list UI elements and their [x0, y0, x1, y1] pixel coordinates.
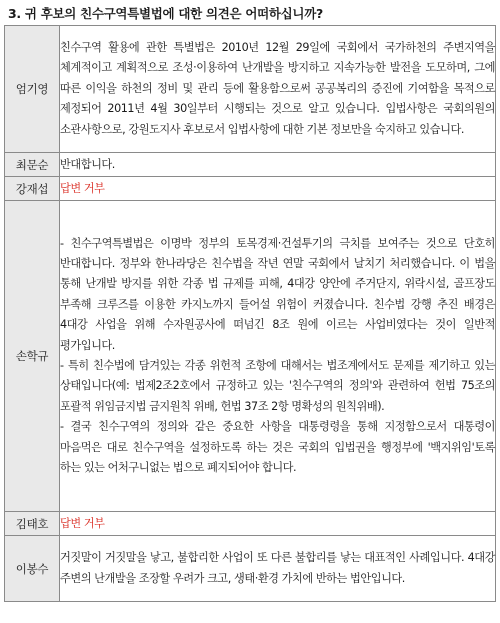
- refused-answer: 답변 거부: [60, 516, 105, 530]
- candidate-name: 최문순: [5, 153, 60, 177]
- table-row: [5, 177, 496, 201]
- answer-paragraph: - 결국 친수구역의 정의와 같은 중요한 사항을 대통령령을 통해 지정함으로서 대통령이 마음먹은 대로 친수구역을 설정하도록 하는 것은 국회의 입법권을 행정부에 '백지위임'토록 하는 있는 어처구니없는 법으로 폐지되어야 합니다.: [60, 420, 495, 475]
- table-row: [5, 153, 496, 177]
- candidate-name: 손학규: [5, 201, 60, 512]
- answer-paragraph: - 특히 친수법에 담겨있는 각종 위헌적 조항에 대해서는 법조계에서도 문제를 제기하고 있는 상태입니다(예: 법제2조2호에서 규정하고 있는 '친수구역의 정의'와 관련하여 헌법 75조의 포괄적 위임금지법 금지원칙 위배, 헌법 37조 2항 명확성의 원칙위배).: [60, 359, 495, 413]
- answer-paragraph: 반대합니다.: [60, 157, 115, 171]
- table-row: [5, 201, 496, 512]
- answer-cell: [60, 201, 496, 512]
- answer-paragraph: - 친수구역특별법은 이명박 정부의 토목경제·건설투기의 극치를 보여주는 것으로 단호히 반대합니다. 정부와 한나라당은 친수법을 작년 연말 국회에서 날치기 처리했습니다. 이 법을 통해 난개발 방지를 위한 각종 법 규제를 피해, 4대강 양안에 주거단지, 위락시설, 골프장도 부족해 크루즈를 이용한 카지노까지 들어설 위험이 커졌습니다. 친수법 강행 추진 배경은 4대강 사업을 위해 수자원공사에 떠넘긴 8조 원에 이르는 사업비였다는 것이 일반적 평가입니다.: [60, 236, 495, 352]
- answer-cell: [60, 536, 496, 602]
- answer-paragraph: 친수구역 활용에 관한 특별법은 2010년 12월 29일에 국회에서 국가하천의 주변지역을 체계적이고 계획적으로 조성·이용하여 난개발을 방지하고 지속가능한 발전을 도모하며, 그에 따른 이익을 하천의 정비 및 관리 등에 활용함으로써 공공복리의 증진에 기여함을 목적으로 제정되어 2011년 4월 30일부터 시행되는 것으로 알고 있습니다. 입법사항은 국회의원의 소관사항으로, 강원도지사 후보로서 입법사항에 대한 기본 정보만을 숙지하고 있습니다.: [60, 40, 495, 136]
- table-row: [5, 26, 496, 153]
- candidate-name: 김태호: [5, 512, 60, 536]
- answer-cell: [60, 512, 496, 536]
- answer-paragraph: 거짓말이 거짓말을 낳고, 불합리한 사업이 또 다른 불합리를 낳는 대표적인 사례입니다. 4대강 주변의 난개발을 조장할 우려가 크고, 생태·환경 가치에 반하는 법안입니다.: [60, 551, 495, 585]
- answer-cell: [60, 26, 496, 153]
- candidate-name: 강재섭: [5, 177, 60, 201]
- candidate-name: 이봉수: [5, 536, 60, 602]
- table-row: [5, 512, 496, 536]
- answer-cell: [60, 177, 496, 201]
- question-title: 3. 귀 후보의 친수구역특별법에 대한 의견은 어떠하십니까?: [8, 6, 323, 21]
- candidate-name: 엄기영: [5, 26, 60, 153]
- answer-cell: [60, 153, 496, 177]
- table-row: [5, 536, 496, 602]
- refused-answer: 답변 거부: [60, 181, 105, 195]
- answers-table: [4, 25, 496, 602]
